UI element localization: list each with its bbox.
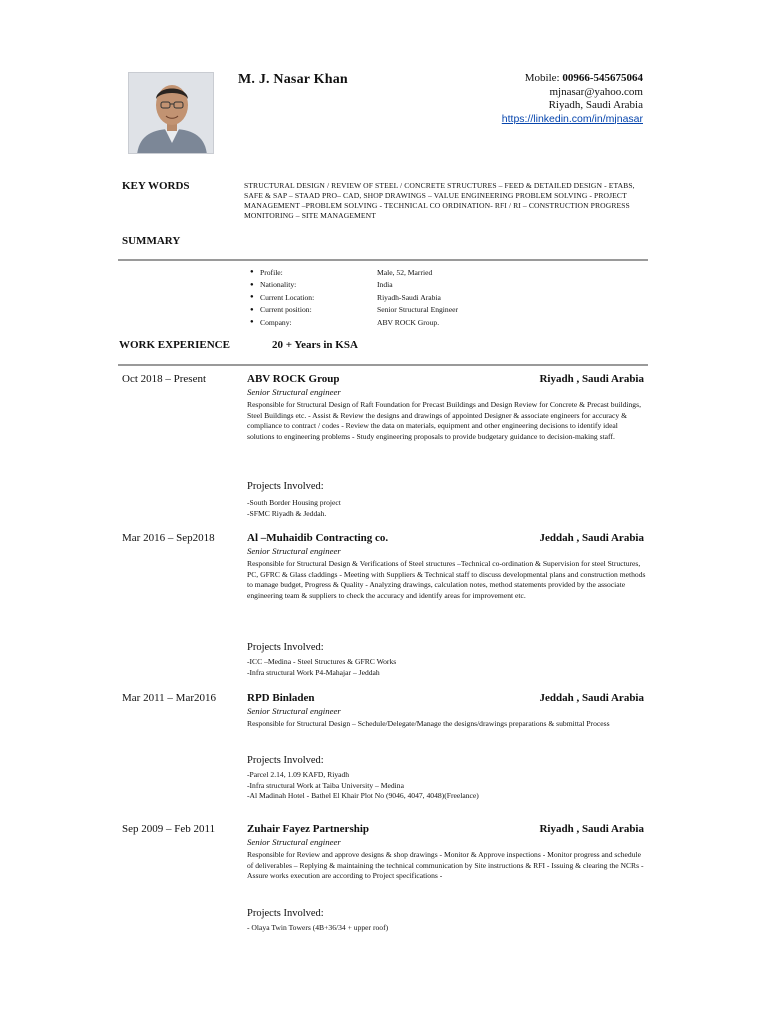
bullet-icon: ● (250, 319, 254, 326)
project-item: -SFMC Riyadh & Jeddah. (247, 508, 327, 518)
summary-value: India (377, 280, 393, 290)
summary-key: Company: (260, 317, 292, 327)
summary-value: Riyadh-Saudi Arabia (377, 292, 441, 302)
job-location: Jeddah , Saudi Arabia (539, 532, 644, 544)
summary-row (250, 304, 577, 317)
projects-heading: Projects Involved: (247, 642, 324, 653)
summary-key: Nationality: (260, 280, 297, 290)
job-dates: Sep 2009 – Feb 2011 (122, 823, 216, 835)
job-location: Riyadh , Saudi Arabia (539, 823, 644, 835)
summary-value: Male, 52, Married (377, 267, 433, 277)
location-text: Riyadh, Saudi Arabia (548, 99, 643, 111)
job-company: Al –Muhaidib Contracting co. (247, 532, 389, 544)
job-dates: Mar 2011 – Mar2016 (122, 692, 216, 704)
job-company: RPD Binladen (247, 692, 315, 704)
summary-row (250, 266, 577, 279)
job-description: Responsible for Structural Design & Verifications of Steel structures –Technical co-ordination & Supervision for steel Structures, PC, GFRC & Glass claddings - Meeting with Suppliers & Technical staff to discuss developmental plans and construction methods to manage budget, Progress & Quality - Analyzing drawings, calculation notes, method statements provided by the associate engineering team & suppliers to check the accuracy and identify areas for improvement etc. (247, 559, 646, 600)
project-item: -Infra structural Work at Taiba University – Medina (247, 780, 404, 790)
email-text: mjnasar@yahoo.com (549, 85, 643, 98)
job-role: Senior Structural engineer (247, 546, 341, 556)
job-location: Jeddah , Saudi Arabia (539, 692, 644, 704)
contact-block (502, 72, 643, 126)
summary-key: Profile: (260, 267, 283, 277)
summary-row (250, 291, 577, 304)
bullet-icon: ● (250, 294, 254, 301)
job-company: ABV ROCK Group (247, 373, 340, 385)
job-role: Senior Structural engineer (247, 387, 341, 397)
job-role: Senior Structural engineer (247, 837, 341, 847)
project-item: -Infra structural Work P4-Mahajar – Jeddah (247, 667, 380, 677)
job-description: Responsible for Review and approve designs & shop drawings - Monitor & Approve inspections - Monitor progress and schedule of deliverables – Replying & maintaining the technical communication by Site instructions & RFI - Issuing & clearing the NCRs - Assure works execution are according to Project specifications - (247, 850, 644, 881)
project-item: -ICC –Medina - Steel Structures & GFRC Works (247, 657, 397, 666)
job-company: Zuhair Fayez Partnership (247, 823, 370, 835)
section-divider (118, 259, 648, 261)
job-description: Responsible for Structural Design – Schedule/Delegate/Manage the designs/drawings preparations & submittal Process (247, 719, 610, 728)
summary-key: Current position: (260, 305, 312, 315)
projects-list (247, 498, 341, 519)
candidate-name: M. J. Nasar Khan (238, 72, 348, 87)
bullet-icon: ● (250, 269, 254, 276)
job-role: Senior Structural engineer (247, 706, 341, 716)
work-experience-years: 20 + Years in KSA (272, 339, 358, 351)
summary-list (250, 266, 577, 329)
projects-list (247, 770, 479, 802)
project-item: -Parcel 2.14, 1.09 KAFD, Riyadh (247, 770, 350, 779)
keywords-text: STRUCTURAL DESIGN / REVIEW OF STEEL / CONCRETE STRUCTURES – FEED & DETAILED DESIGN - ETABS, SAFE & SAP – STAAD PRO– CAD, SHOP DRAWINGS – VALUE ENGINEERING PROBLEM SOLVING - PROJECT MANAGEMENT –PROBLEM SOLVING - TECHNICAL CO ORDINATION- RFI / RI – CONSTRUCTION PROGRESS MONITORING – SITE MANAGEMENT (244, 181, 635, 220)
projects-list (247, 657, 396, 678)
projects-heading: Projects Involved: (247, 908, 324, 919)
job-dates: Oct 2018 – Present (122, 373, 207, 385)
person-photo-icon (129, 73, 214, 154)
summary-value: Senior Structural Engineer (377, 305, 458, 315)
summary-row (250, 316, 577, 329)
linkedin-link[interactable]: https://linkedin.com/in/mjnasar (501, 112, 643, 125)
section-divider (118, 364, 648, 366)
project-item: -South Border Housing project (247, 498, 341, 507)
project-item: - Olaya Twin Towers (4B+36/34 + upper roof) (247, 923, 389, 932)
projects-list (247, 923, 388, 934)
project-item: -Al Madinah Hotel - Bathel El Khair Plot No (9046, 4047, 4048)(Freelance) (247, 791, 479, 801)
mobile-line (502, 72, 643, 86)
keywords-heading: KEY WORDS (122, 180, 190, 192)
mobile-number: 00966-545675064 (562, 72, 643, 84)
summary-heading: SUMMARY (122, 235, 181, 247)
projects-heading: Projects Involved: (247, 755, 324, 766)
job-location: Riyadh , Saudi Arabia (539, 373, 644, 385)
job-dates: Mar 2016 – Sep2018 (122, 532, 215, 544)
bullet-icon: ● (250, 306, 254, 313)
mobile-label: Mobile: (524, 72, 563, 84)
summary-value: ABV ROCK Group. (377, 317, 440, 327)
job-description: Responsible for Structural Design of Raft Foundation for Precast Buildings and Design Review for Concrete & Precast buildings, Steel Buildings etc. - Assist & Review the designs and drawings of appointed Designer & associate engineers for accuracy & compliance to contract / codes - Review the data on materials, equipment and other engineering decisions to identify ideal solutions to engineering problems - Study engineering proposals to provide budgetary guidance to decision-making staff. (247, 400, 641, 441)
profile-photo (128, 72, 214, 154)
bullet-icon: ● (250, 281, 254, 288)
projects-heading: Projects Involved: (247, 481, 324, 492)
summary-key: Current Location: (260, 292, 315, 302)
work-experience-heading: WORK EXPERIENCE (119, 339, 230, 351)
summary-row (250, 279, 577, 292)
